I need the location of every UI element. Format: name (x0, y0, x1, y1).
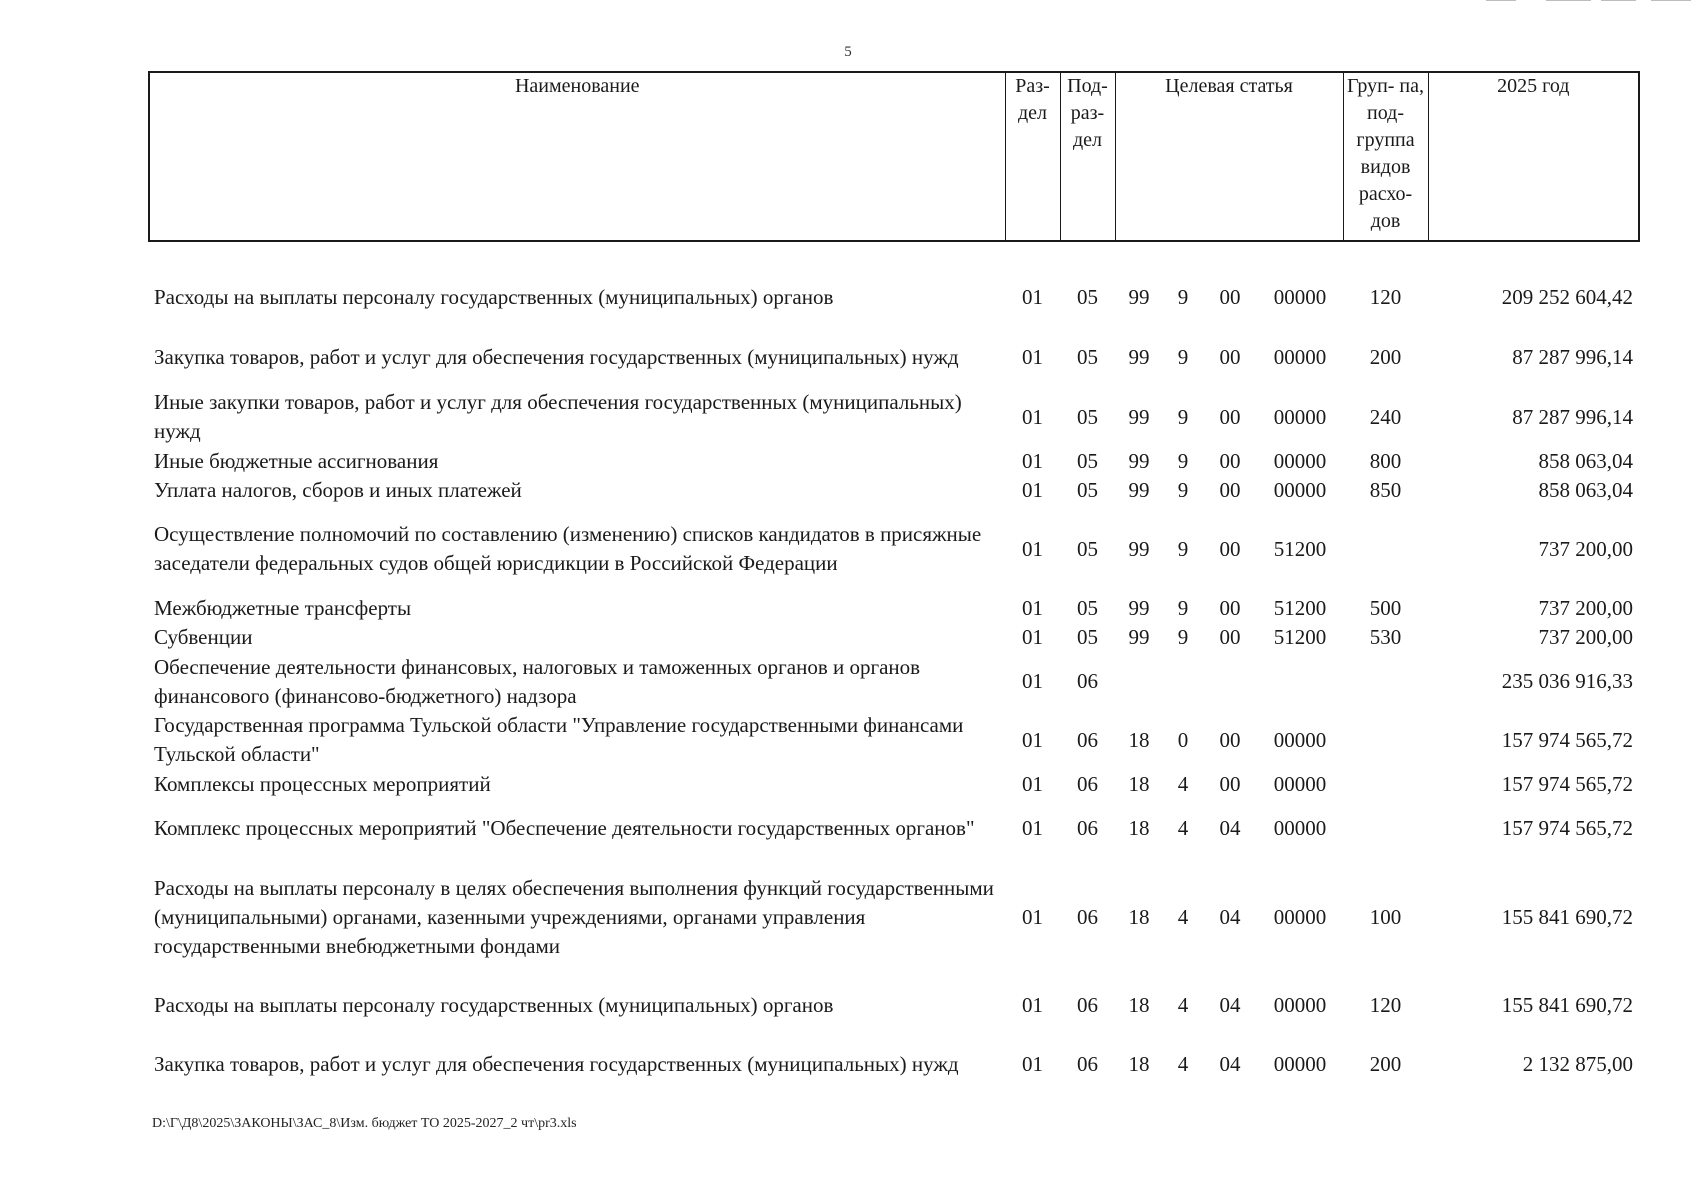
cell-target-event: 00 (1219, 404, 1241, 429)
cell-amount: 209 252 604,42 (1501, 284, 1634, 309)
cell-expense-group (1343, 769, 1428, 799)
cell-target-program: 99 (1128, 284, 1150, 309)
cell-amount: 87 287 996,14 (1512, 404, 1634, 429)
cell-razdel: 01 (1022, 344, 1043, 369)
cell-name: Закупка товаров, работ и услуг для обеспечения государственных (муниципальных) нужд (154, 344, 959, 369)
table-row (149, 769, 1639, 799)
cell-expense-group (1343, 711, 1428, 769)
cell-podrazdel: 06 (1077, 992, 1098, 1017)
cell-target-subprogram: 0 (1177, 727, 1189, 752)
cell-target-direction: 00000 (1273, 815, 1327, 840)
cell-target-program: 18 (1128, 815, 1150, 840)
table-row (149, 857, 1639, 977)
cell-expense-group (1343, 652, 1428, 711)
cell-target-subprogram: 4 (1177, 815, 1189, 840)
cell-name: Обеспечение деятельности финансовых, налоговых и таможенных органов и органов финансового (финансово-бюджетного) надзора (154, 654, 921, 708)
cell-target-program: 99 (1128, 344, 1150, 369)
cell-target-subprogram: 4 (1177, 1051, 1189, 1076)
header-podrazdel: Под- раз- дел (1060, 72, 1115, 241)
cell-name: Расходы на выплаты персоналу государственных (муниципальных) органов (154, 284, 834, 309)
cell-target-program: 99 (1128, 404, 1150, 429)
cell-expense-group (1343, 505, 1428, 593)
table-row (149, 1033, 1639, 1095)
cell-target-subprogram: 9 (1177, 536, 1189, 561)
cell-target-event: 00 (1219, 284, 1241, 309)
cell-target-direction: 51200 (1273, 625, 1327, 649)
cell-target-program: 18 (1128, 992, 1150, 1017)
table-row (149, 623, 1639, 652)
cell-name: Субвенции (154, 625, 253, 649)
cell-podrazdel: 05 (1077, 595, 1098, 620)
table-row (149, 505, 1639, 593)
cell-target-event: 04 (1219, 904, 1241, 929)
cell-name: Расходы на выплаты персоналу в целях обеспечения выполнения функций государственными (муниципальными) органами, казенными учреждениями, органами управления государственными внебюджетными фондами (154, 875, 994, 958)
cell-target-subprogram: 4 (1177, 904, 1189, 929)
cell-razdel: 01 (1022, 992, 1043, 1017)
table-body (149, 241, 1639, 1095)
cell-razdel: 01 (1022, 536, 1043, 561)
cell-razdel: 01 (1022, 284, 1043, 309)
cell-podrazdel: 05 (1077, 448, 1098, 473)
cell-razdel: 01 (1022, 448, 1043, 473)
cell-expense-group: 800 (1369, 448, 1402, 473)
cell-target-event: 00 (1219, 448, 1241, 473)
cell-podrazdel: 05 (1077, 625, 1098, 649)
cell-target-direction: 00000 (1273, 344, 1327, 369)
cell-name: Закупка товаров, работ и услуг для обеспечения государственных (муниципальных) нужд (154, 1051, 959, 1076)
cell-amount: 157 974 565,72 (1501, 727, 1634, 752)
cell-podrazdel: 06 (1077, 727, 1098, 752)
cell-expense-group: 500 (1369, 595, 1402, 620)
budget-table (148, 71, 1640, 1095)
cell-target-event: 00 (1219, 344, 1241, 369)
cell-razdel: 01 (1022, 1051, 1043, 1076)
table-row (149, 799, 1639, 857)
table-row (149, 268, 1639, 326)
cell-target-direction: 00000 (1273, 992, 1327, 1017)
header-razdel: Раз- дел (1005, 72, 1060, 241)
page-number: 5 (844, 44, 852, 60)
cell-podrazdel: 05 (1077, 344, 1098, 369)
cell-amount: 737 200,00 (1538, 536, 1634, 561)
cell-amount: 87 287 996,14 (1512, 344, 1634, 369)
cell-podrazdel: 05 (1077, 404, 1098, 429)
cell-podrazdel: 06 (1077, 669, 1098, 693)
footer-file-path: D:\Г\Д8\2025\ЗАКОНЫ\ЗАС_8\Изм. бюджет ТО 2025-2027_2 чт\pr3.xls (152, 1116, 577, 1131)
table-row (149, 977, 1639, 1033)
cell-target-subprogram: 9 (1177, 344, 1189, 369)
cell-expense-group: 530 (1369, 625, 1402, 649)
cell-target-subprogram: 9 (1177, 595, 1189, 620)
cell-target-program: 99 (1128, 448, 1150, 473)
cell-target-subprogram (1163, 652, 1203, 711)
cell-expense-group: 120 (1369, 284, 1402, 309)
cell-razdel: 01 (1022, 478, 1043, 502)
cell-target-event: 04 (1219, 815, 1241, 840)
cell-expense-group: 120 (1369, 992, 1402, 1017)
cell-target-program: 99 (1128, 595, 1150, 620)
cell-amount: 157 974 565,72 (1501, 771, 1634, 796)
cell-expense-group: 200 (1369, 1051, 1402, 1076)
cell-expense-group: 850 (1369, 478, 1402, 502)
cell-amount: 858 063,04 (1538, 448, 1634, 473)
cell-name: Иные закупки товаров, работ и услуг для обеспечения государственных (муниципальных) нужд (154, 390, 962, 443)
cell-target-subprogram: 9 (1177, 284, 1189, 309)
cell-target-direction: 00000 (1273, 727, 1327, 752)
cell-podrazdel: 05 (1077, 284, 1098, 309)
cell-target-subprogram: 4 (1177, 771, 1189, 796)
table-header (149, 72, 1639, 241)
cell-podrazdel: 05 (1077, 536, 1098, 561)
cell-amount: 157 974 565,72 (1501, 815, 1634, 840)
cell-target-event: 00 (1219, 595, 1241, 620)
cell-amount: 235 036 916,33 (1501, 669, 1634, 693)
cell-amount: 737 200,00 (1538, 595, 1634, 620)
cell-podrazdel: 05 (1077, 478, 1098, 502)
cell-target-subprogram: 9 (1177, 448, 1189, 473)
table-row (149, 476, 1639, 505)
cell-target-subprogram: 9 (1177, 404, 1189, 429)
cell-target-program: 18 (1128, 904, 1150, 929)
cell-target-event: 04 (1219, 1051, 1241, 1076)
cell-target-event: 00 (1219, 536, 1241, 561)
cell-name: Комплекс процессных мероприятий "Обеспечение деятельности государственных органов" (154, 815, 975, 840)
table-row (149, 711, 1639, 769)
cell-target-event (1203, 652, 1257, 711)
cell-razdel: 01 (1022, 625, 1043, 649)
header-group: Груп- па, под- группа видов расхо- дов (1343, 72, 1428, 241)
cell-amount: 2 132 875,00 (1522, 1051, 1634, 1076)
cell-name: Осуществление полномочий по составлению (изменению) списков кандидатов в присяжные заседатели федеральных судов общей юрисдикции в Российской Федерации (154, 522, 982, 575)
cell-amount: 155 841 690,72 (1501, 992, 1634, 1017)
cell-target-event: 00 (1219, 625, 1241, 649)
cell-target-event: 00 (1219, 771, 1241, 796)
cell-target-program: 99 (1128, 478, 1150, 502)
cell-target-direction: 00000 (1273, 904, 1327, 929)
cell-razdel: 01 (1022, 771, 1043, 796)
cell-razdel: 01 (1022, 727, 1043, 752)
table-row (149, 446, 1639, 476)
cell-name: Комплексы процессных мероприятий (154, 771, 491, 796)
header-year: 2025 год (1428, 72, 1639, 241)
cell-target-event: 04 (1219, 992, 1241, 1017)
cell-razdel: 01 (1022, 815, 1043, 840)
header-target: Целевая статья (1115, 72, 1343, 241)
cell-target-direction: 00000 (1273, 404, 1327, 429)
cell-target-direction: 00000 (1273, 448, 1327, 473)
cell-name: Расходы на выплаты персоналу государственных (муниципальных) органов (154, 992, 834, 1017)
cell-target-program: 18 (1128, 727, 1150, 752)
scan-marks (1396, 0, 1696, 6)
cell-target-direction: 51200 (1273, 595, 1327, 620)
cell-target-program (1115, 652, 1163, 711)
cell-target-direction: 00000 (1273, 284, 1327, 309)
table-row (149, 652, 1639, 711)
cell-amount: 155 841 690,72 (1501, 904, 1634, 929)
table-row (149, 593, 1639, 623)
cell-target-subprogram: 4 (1177, 992, 1189, 1017)
cell-name: Государственная программа Тульской области "Управление государственными финансами Тульской области" (154, 713, 964, 766)
cell-name: Межбюджетные трансферты (154, 595, 412, 620)
cell-target-program: 99 (1128, 536, 1150, 561)
cell-expense-group: 100 (1369, 904, 1402, 929)
cell-podrazdel: 06 (1077, 815, 1098, 840)
cell-razdel: 01 (1022, 595, 1043, 620)
cell-target-program: 18 (1128, 771, 1150, 796)
cell-name: Иные бюджетные ассигнования (154, 448, 439, 473)
cell-target-direction: 00000 (1273, 1051, 1327, 1076)
header-name: Наименование (149, 72, 1005, 241)
table-row (149, 326, 1639, 388)
cell-razdel: 01 (1022, 904, 1043, 929)
cell-target-event: 00 (1219, 478, 1241, 502)
cell-target-direction: 00000 (1273, 478, 1327, 502)
cell-podrazdel: 06 (1077, 771, 1098, 796)
cell-razdel: 01 (1022, 404, 1043, 429)
cell-target-direction: 00000 (1273, 771, 1327, 796)
cell-expense-group: 200 (1369, 344, 1402, 369)
cell-podrazdel: 06 (1077, 1051, 1098, 1076)
cell-expense-group (1343, 799, 1428, 857)
cell-podrazdel: 06 (1077, 904, 1098, 929)
cell-target-program: 99 (1128, 625, 1150, 649)
cell-amount: 858 063,04 (1538, 478, 1634, 502)
cell-razdel: 01 (1022, 669, 1043, 693)
cell-target-direction (1257, 652, 1343, 711)
cell-expense-group: 240 (1369, 404, 1402, 429)
cell-name: Уплата налогов, сборов и иных платежей (154, 478, 522, 502)
spacer-row (149, 241, 1639, 268)
cell-target-direction: 51200 (1273, 536, 1327, 561)
cell-target-event: 00 (1219, 727, 1241, 752)
table-row (149, 388, 1639, 446)
cell-amount: 737 200,00 (1538, 625, 1634, 649)
cell-target-program: 18 (1128, 1051, 1150, 1076)
cell-target-subprogram: 9 (1177, 478, 1189, 502)
cell-target-subprogram: 9 (1177, 625, 1189, 649)
